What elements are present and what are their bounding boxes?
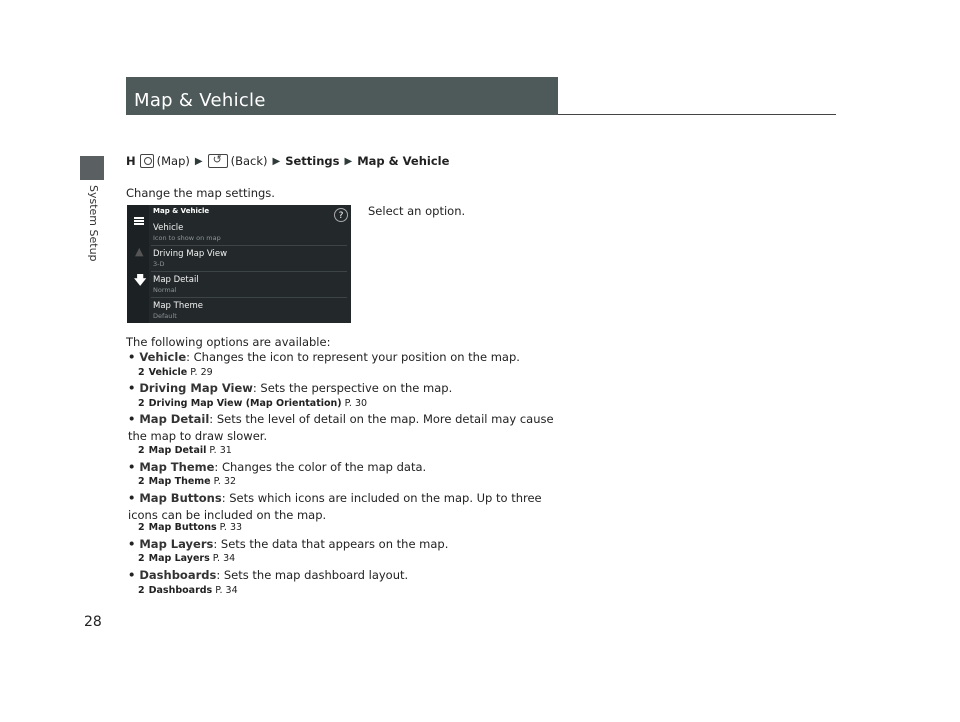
breadcrumb-arrow-icon: ▶: [194, 155, 203, 167]
ref-page: P. 33: [219, 522, 243, 533]
breadcrumb-map: (Map): [156, 154, 190, 168]
bullet-icon: •: [128, 568, 136, 582]
screen-row-vehicle: [151, 219, 347, 246]
scroll-down-icon: 🡇: [134, 273, 147, 287]
ref-title: Map Theme: [148, 476, 211, 487]
screen-row-label: Vehicle: [153, 223, 184, 233]
reference-icon: 2: [138, 553, 145, 564]
screen-title: Map & Vehicle: [153, 207, 210, 215]
breadcrumb-back: (Back): [230, 154, 268, 168]
option-driving-map-view: [128, 380, 568, 397]
ref-title: Vehicle: [148, 367, 188, 378]
ref-title: Driving Map View (Map Orientation): [148, 398, 342, 409]
bullet-icon: •: [128, 491, 136, 505]
screen-row-sub: Icon to show on map: [153, 234, 221, 242]
reference-icon: 2: [138, 367, 145, 378]
ref-page: P. 31: [209, 445, 232, 456]
bullet-icon: •: [128, 460, 136, 474]
screen-row-sub: Normal: [153, 286, 177, 294]
option-dashboards: [128, 567, 568, 584]
ref-title: Map Detail: [148, 445, 207, 456]
cross-ref-vehicle[interactable]: [138, 367, 213, 378]
map-icon: [140, 154, 154, 168]
ref-title: Dashboards: [148, 585, 213, 596]
screen-row-sub: 3-D: [153, 260, 165, 268]
cross-ref-map-layers[interactable]: [138, 553, 235, 564]
cross-ref-driving-map-view[interactable]: [138, 398, 367, 409]
section-label: System Setup: [87, 185, 100, 262]
bullet-icon: •: [128, 350, 136, 364]
option-name: Vehicle: [139, 350, 187, 364]
page-title: Map & Vehicle: [134, 90, 266, 111]
option-name: Map Layers: [139, 537, 214, 551]
screen-row-label: Map Theme: [153, 301, 203, 311]
menu-icon: [134, 217, 144, 225]
reference-icon: 2: [138, 522, 145, 533]
scroll-up-icon: ▲: [135, 245, 144, 258]
ref-title: Map Buttons: [148, 522, 217, 533]
breadcrumb-arrow-icon: ▶: [344, 155, 353, 167]
breadcrumb-arrow-icon: ▶: [272, 155, 281, 167]
screen-row-label: Map Detail: [153, 275, 199, 285]
title-rule: [558, 114, 836, 115]
breadcrumb-map-vehicle: Map & Vehicle: [357, 154, 450, 168]
option-map-theme: [128, 459, 568, 476]
cross-ref-map-detail[interactable]: [138, 445, 232, 456]
cross-ref-dashboards[interactable]: [138, 585, 238, 596]
option-desc: : Sets the map dashboard layout.: [216, 568, 409, 582]
screen-row-map-detail: [151, 271, 347, 298]
instruction-text: Select an option.: [368, 204, 466, 218]
option-name: Driving Map View: [139, 381, 253, 395]
option-map-buttons: [128, 490, 568, 524]
breadcrumb: [126, 154, 449, 168]
bullet-icon: •: [128, 381, 136, 395]
section-tab-marker: [80, 156, 104, 180]
bullet-icon: •: [128, 412, 136, 426]
option-desc: : Sets which icons are included on the map. Up to three icons can be included on the map.: [128, 491, 542, 522]
home-key-label: H: [126, 154, 136, 168]
cross-ref-map-theme[interactable]: [138, 476, 236, 487]
bullet-icon: •: [128, 537, 136, 551]
ref-page: P. 29: [190, 367, 213, 378]
device-screenshot: [127, 205, 351, 323]
screen-row-label: Driving Map View: [153, 249, 228, 259]
option-name: Map Detail: [139, 412, 210, 426]
ref-page: P. 34: [212, 553, 236, 564]
reference-icon: 2: [138, 398, 145, 409]
ref-page: P. 30: [344, 398, 368, 409]
option-desc: : Changes the icon to represent your position on the map.: [186, 350, 520, 364]
screen-row-driving-map-view: [151, 245, 347, 272]
screen-row-sub: Default: [153, 312, 177, 320]
ref-title: Map Layers: [148, 553, 210, 564]
intro-text: Change the map settings.: [126, 186, 275, 200]
reference-icon: 2: [138, 445, 145, 456]
screen-row-map-theme: [151, 297, 347, 323]
reference-icon: 2: [138, 585, 145, 596]
option-desc: : Sets the perspective on the map.: [252, 381, 453, 395]
page-number: 28: [84, 614, 102, 630]
option-vehicle: [128, 349, 568, 366]
option-desc: : Sets the level of detail on the map. More detail may cause the map to draw slower.: [128, 412, 554, 443]
option-map-layers: [128, 536, 568, 553]
ref-page: P. 34: [215, 585, 238, 596]
option-map-detail: [128, 411, 568, 445]
page-title-bar: [126, 77, 558, 115]
reference-icon: 2: [138, 476, 145, 487]
option-desc: : Sets the data that appears on the map.: [213, 537, 449, 551]
back-icon: [208, 154, 228, 168]
ref-page: P. 32: [213, 476, 237, 487]
option-name: Dashboards: [139, 568, 217, 582]
cross-ref-map-buttons[interactable]: [138, 522, 242, 533]
breadcrumb-settings: Settings: [285, 154, 340, 168]
options-intro: The following options are available:: [126, 335, 331, 349]
option-desc: : Changes the color of the map data.: [214, 460, 427, 474]
option-name: Map Buttons: [139, 491, 222, 505]
help-icon: ?: [334, 208, 348, 222]
option-name: Map Theme: [139, 460, 215, 474]
